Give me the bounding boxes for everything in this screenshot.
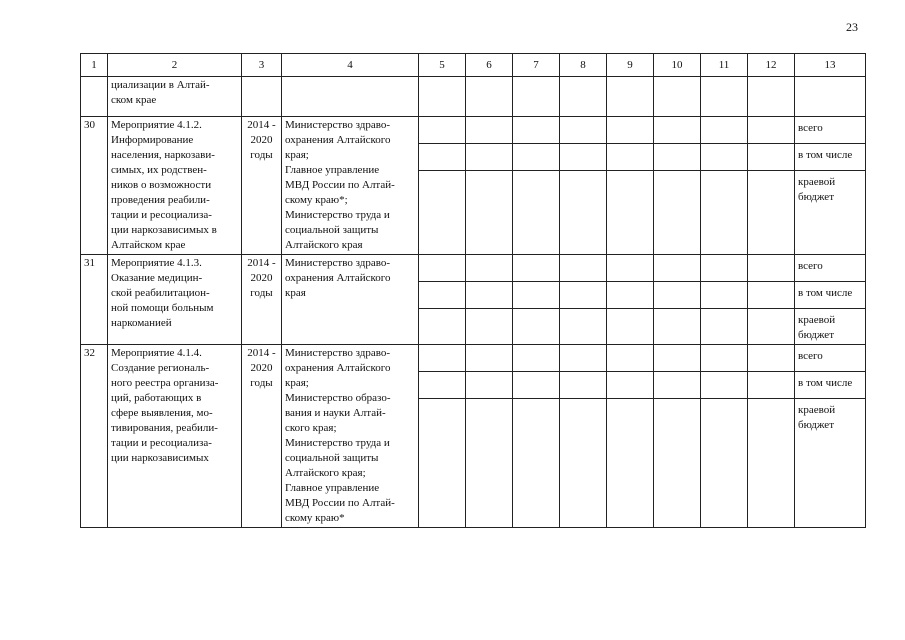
- activity-cell: [108, 255, 242, 345]
- value-cell: [513, 309, 560, 345]
- value-cell: [560, 77, 607, 117]
- value-cell: [419, 372, 466, 399]
- value-cell: [560, 282, 607, 309]
- value-cell: [419, 282, 466, 309]
- text-line: ском крае: [111, 94, 157, 106]
- value-cell: [466, 345, 513, 372]
- program-activities-table: [80, 53, 866, 528]
- text-line: охранения Алтайского: [285, 272, 391, 284]
- text-line: Министерство здраво-: [285, 119, 390, 131]
- column-number-header-row: [81, 54, 866, 77]
- text-line: годы: [250, 287, 273, 299]
- value-cell: [560, 345, 607, 372]
- text-line: ции наркозависимых в: [111, 224, 217, 236]
- value-cell: [607, 255, 654, 282]
- text-line: Министерство образо-: [285, 392, 391, 404]
- value-cell: [607, 345, 654, 372]
- text-line: 2020: [250, 272, 273, 284]
- value-cell: [607, 309, 654, 345]
- period-cell: [242, 77, 282, 117]
- text-line: 2014 -: [247, 119, 276, 131]
- financing-cell: краевой бюджет: [795, 399, 866, 528]
- column-header: 8: [560, 54, 607, 77]
- text-line: симых, их родствен-: [111, 164, 207, 176]
- value-cell: [466, 171, 513, 255]
- activity-cell: [108, 117, 242, 255]
- continuation-row: [81, 77, 866, 117]
- text-line: Оказание медицин-: [111, 272, 203, 284]
- value-cell: [513, 345, 560, 372]
- value-cell: [654, 309, 701, 345]
- text-line: Министерство труда и: [285, 209, 390, 221]
- financing-cell: в том числе: [795, 282, 866, 309]
- column-header: 7: [513, 54, 560, 77]
- value-cell: [419, 399, 466, 528]
- row-number-cell: 32: [81, 345, 108, 528]
- text-line: Главное управление: [285, 164, 380, 176]
- column-header: 6: [466, 54, 513, 77]
- value-cell: [654, 345, 701, 372]
- value-cell: [748, 309, 795, 345]
- value-cell: [701, 282, 748, 309]
- value-cell: [748, 255, 795, 282]
- value-cell: [748, 144, 795, 171]
- value-cell: [419, 171, 466, 255]
- value-cell: [513, 144, 560, 171]
- text-line: Министерство здраво-: [285, 257, 390, 269]
- financing-cell: всего: [795, 255, 866, 282]
- text-line: МВД России по Алтай-: [285, 179, 395, 191]
- value-cell: [701, 345, 748, 372]
- value-cell: [607, 77, 654, 117]
- text-line: циализации в Алтай-: [111, 79, 210, 91]
- value-cell: [513, 255, 560, 282]
- activity-cell: [108, 77, 242, 117]
- executor-cell: [282, 345, 419, 528]
- text-line: Алтайского края: [285, 239, 363, 251]
- text-line: наркоманией: [111, 317, 172, 329]
- value-cell: [701, 255, 748, 282]
- text-line: Мероприятие 4.1.2.: [111, 119, 202, 131]
- value-cell: [560, 255, 607, 282]
- value-cell: [654, 399, 701, 528]
- text-line: вания и науки Алтай-: [285, 407, 386, 419]
- activity-cell: [108, 345, 242, 528]
- value-cell: [748, 372, 795, 399]
- text-line: проведения реабили-: [111, 194, 210, 206]
- text-line: социальной защиты: [285, 452, 379, 464]
- value-cell: [419, 144, 466, 171]
- value-cell: [748, 345, 795, 372]
- text-line: скому краю*;: [285, 194, 348, 206]
- value-cell: [748, 171, 795, 255]
- text-line: охранения Алтайского: [285, 362, 391, 374]
- column-header: 10: [654, 54, 701, 77]
- text-line: годы: [250, 377, 273, 389]
- value-cell: [701, 171, 748, 255]
- text-line: 2014 -: [247, 257, 276, 269]
- financing-cell: в том числе: [795, 372, 866, 399]
- value-cell: [466, 399, 513, 528]
- value-cell: [419, 345, 466, 372]
- text-line: 2020: [250, 134, 273, 146]
- value-cell: [560, 171, 607, 255]
- column-header: 1: [81, 54, 108, 77]
- value-cell: [466, 255, 513, 282]
- value-cell: [419, 309, 466, 345]
- row-number-cell: 31: [81, 255, 108, 345]
- period-cell: [242, 117, 282, 255]
- executor-cell: [282, 77, 419, 117]
- row-number-cell: 30: [81, 117, 108, 255]
- text-line: населения, наркозави-: [111, 149, 215, 161]
- text-line: МВД России по Алтай-: [285, 497, 395, 509]
- value-cell: [701, 144, 748, 171]
- value-cell: [607, 117, 654, 144]
- column-header: 3: [242, 54, 282, 77]
- value-cell: [513, 372, 560, 399]
- text-line: ного реестра организа-: [111, 377, 219, 389]
- value-cell: [701, 372, 748, 399]
- value-cell: [419, 77, 466, 117]
- value-cell: [748, 117, 795, 144]
- page-number: 23: [846, 20, 858, 34]
- value-cell: [513, 117, 560, 144]
- value-cell: [607, 372, 654, 399]
- value-cell: [466, 309, 513, 345]
- value-cell: [607, 282, 654, 309]
- value-cell: [560, 372, 607, 399]
- value-cell: [748, 77, 795, 117]
- financing-cell: в том числе: [795, 144, 866, 171]
- executor-cell: [282, 255, 419, 345]
- text-line: ской реабилитацион-: [111, 287, 210, 299]
- text-line: скому краю*: [285, 512, 345, 524]
- value-cell: [513, 171, 560, 255]
- text-line: Создание региональ-: [111, 362, 210, 374]
- text-line: ции наркозависимых: [111, 452, 209, 464]
- value-cell: [560, 399, 607, 528]
- executor-cell: [282, 117, 419, 255]
- financing-cell: краевой бюджет: [795, 309, 866, 345]
- table-row: [81, 345, 866, 372]
- text-line: Мероприятие 4.1.3.: [111, 257, 202, 269]
- value-cell: [701, 309, 748, 345]
- value-cell: [607, 171, 654, 255]
- value-cell: [466, 282, 513, 309]
- text-line: ников о возможности: [111, 179, 212, 191]
- text-line: Информирование: [111, 134, 194, 146]
- column-header: 2: [108, 54, 242, 77]
- text-line: края: [285, 287, 306, 299]
- row-number-cell: [81, 77, 108, 117]
- text-line: сфере выявления, мо-: [111, 407, 213, 419]
- column-header: 12: [748, 54, 795, 77]
- value-cell: [654, 282, 701, 309]
- value-cell: [560, 144, 607, 171]
- column-header: 5: [419, 54, 466, 77]
- value-cell: [513, 282, 560, 309]
- text-line: охранения Алтайского: [285, 134, 391, 146]
- text-line: Алтайском крае: [111, 239, 186, 251]
- financing-cell: краевой бюджет: [795, 171, 866, 255]
- value-cell: [701, 399, 748, 528]
- value-cell: [701, 77, 748, 117]
- text-line: Министерство здраво-: [285, 347, 390, 359]
- text-line: ского края;: [285, 422, 337, 434]
- financing-cell: всего: [795, 345, 866, 372]
- value-cell: [607, 144, 654, 171]
- period-cell: [242, 255, 282, 345]
- value-cell: [513, 399, 560, 528]
- text-line: годы: [250, 149, 273, 161]
- text-line: края;: [285, 377, 309, 389]
- value-cell: [654, 255, 701, 282]
- text-line: 2020: [250, 362, 273, 374]
- text-line: 2014 -: [247, 347, 276, 359]
- column-header: 11: [701, 54, 748, 77]
- text-line: Главное управление: [285, 482, 380, 494]
- table-row: [81, 117, 866, 144]
- financing-cell: всего: [795, 117, 866, 144]
- value-cell: [654, 171, 701, 255]
- value-cell: [466, 144, 513, 171]
- financing-cell: [795, 77, 866, 117]
- column-header: 4: [282, 54, 419, 77]
- value-cell: [466, 117, 513, 144]
- text-line: Министерство труда и: [285, 437, 390, 449]
- value-cell: [560, 309, 607, 345]
- value-cell: [466, 77, 513, 117]
- text-line: ной помощи больным: [111, 302, 214, 314]
- value-cell: [419, 117, 466, 144]
- column-header: 13: [795, 54, 866, 77]
- text-line: Мероприятие 4.1.4.: [111, 347, 202, 359]
- value-cell: [748, 282, 795, 309]
- value-cell: [654, 117, 701, 144]
- value-cell: [419, 255, 466, 282]
- text-line: тации и ресоциализа-: [111, 437, 212, 449]
- value-cell: [466, 372, 513, 399]
- text-line: Алтайского края;: [285, 467, 366, 479]
- text-line: ций, работающих в: [111, 392, 202, 404]
- text-line: тации и ресоциализа-: [111, 209, 212, 221]
- text-line: социальной защиты: [285, 224, 379, 236]
- text-line: тивирования, реабили-: [111, 422, 218, 434]
- value-cell: [513, 77, 560, 117]
- value-cell: [701, 117, 748, 144]
- value-cell: [654, 372, 701, 399]
- text-line: края;: [285, 149, 309, 161]
- period-cell: [242, 345, 282, 528]
- value-cell: [560, 117, 607, 144]
- value-cell: [748, 399, 795, 528]
- value-cell: [654, 144, 701, 171]
- table-row: [81, 255, 866, 282]
- value-cell: [607, 399, 654, 528]
- column-header: 9: [607, 54, 654, 77]
- value-cell: [654, 77, 701, 117]
